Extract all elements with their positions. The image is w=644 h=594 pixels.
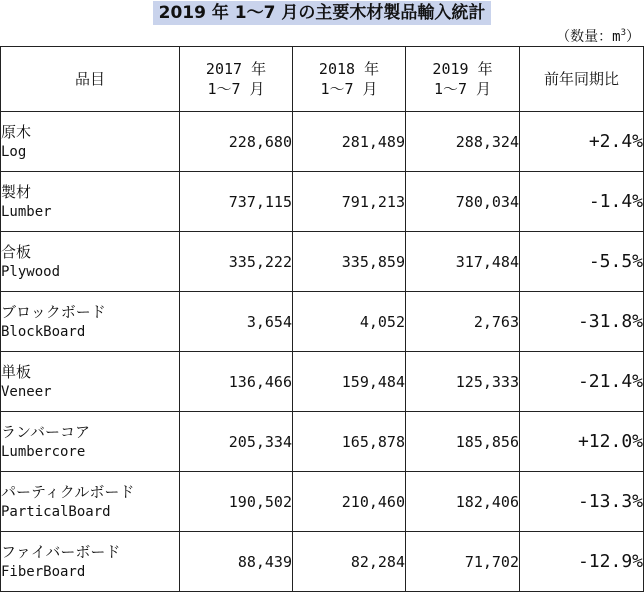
header-2017-year: 2017 年 [205, 60, 267, 78]
yoy-change: -31.8% [520, 292, 644, 352]
header-2018 [293, 47, 406, 112]
product-name-cell [1, 352, 180, 412]
import-statistics-table [0, 46, 644, 592]
product-name-en: FiberBoard [1, 563, 86, 580]
unit-prefix: （数量：m [556, 29, 621, 45]
value-2017: 136,466 [180, 352, 293, 412]
value-2018: 281,489 [293, 112, 406, 172]
value-2019: 71,702 [406, 532, 520, 592]
product-name-cell [1, 172, 180, 232]
product-name-jp: 原木 [1, 122, 32, 141]
value-2017: 205,334 [180, 412, 293, 472]
table-row-plywood [1, 232, 644, 292]
value-2017: 335,222 [180, 232, 293, 292]
header-2018-year: 2018 年 [318, 60, 380, 78]
header-2019-year: 2019 年 [432, 60, 493, 78]
product-name-jp: 単板 [1, 362, 32, 381]
yoy-change: +2.4% [520, 112, 644, 172]
table-row-veneer [1, 352, 644, 412]
product-name-jp: 合板 [1, 242, 32, 261]
unit-superscript: 3 [620, 28, 626, 38]
value-2017: 190,502 [180, 472, 293, 532]
value-2017: 228,680 [180, 112, 293, 172]
header-2017 [180, 47, 293, 112]
header-2017-period: 1～7 月 [207, 80, 265, 98]
product-name-en: Plywood [1, 263, 61, 280]
header-2018-period: 1～7 月 [320, 80, 378, 98]
value-2017: 3,654 [180, 292, 293, 352]
yoy-change: -12.9% [520, 532, 644, 592]
value-2019: 288,324 [406, 112, 520, 172]
product-name-en: Log [1, 143, 27, 160]
product-name-en: Lumbercore [1, 443, 86, 460]
value-2018: 82,284 [293, 532, 406, 592]
header-yoy: 前年同期比 [520, 47, 644, 112]
table-row-particalboard [1, 472, 644, 532]
product-name-cell [1, 232, 180, 292]
value-2018: 210,460 [293, 472, 406, 532]
product-name-cell [1, 472, 180, 532]
product-name-jp: ファイバーボード [1, 542, 121, 561]
value-2019: 317,484 [406, 232, 520, 292]
value-2019: 2,763 [406, 292, 520, 352]
title-area [0, 0, 644, 26]
product-name-en: Veneer [1, 383, 52, 400]
yoy-change: -21.4% [520, 352, 644, 412]
product-name-jp: 製材 [1, 182, 32, 201]
product-name-en: BlockBoard [1, 323, 86, 340]
value-2018: 159,484 [293, 352, 406, 412]
unit-suffix: ） [626, 29, 640, 45]
value-2019: 182,406 [406, 472, 520, 532]
yoy-change: -13.3% [520, 472, 644, 532]
product-name-en: Lumber [1, 203, 52, 220]
table-row-blockboard [1, 292, 644, 352]
value-2017: 737,115 [180, 172, 293, 232]
header-2019-period: 1～7 月 [433, 80, 492, 98]
value-2018: 165,878 [293, 412, 406, 472]
table-row-fiberboard [1, 532, 644, 592]
table-row-lumbercore [1, 412, 644, 472]
header-2019 [406, 47, 520, 112]
value-2018: 791,213 [293, 172, 406, 232]
header-product: 品目 [1, 47, 180, 112]
header-row [1, 47, 644, 112]
yoy-change: +12.0% [520, 412, 644, 472]
product-name-jp: ランバーコア [1, 422, 90, 441]
product-name-en: ParticalBoard [1, 503, 111, 520]
yoy-change: -1.4% [520, 172, 644, 232]
value-2019: 780,034 [406, 172, 520, 232]
unit-label [556, 24, 640, 46]
value-2019: 125,333 [406, 352, 520, 412]
value-2018: 335,859 [293, 232, 406, 292]
table-row-lumber [1, 172, 644, 232]
value-2019: 185,856 [406, 412, 520, 472]
product-name-cell [1, 112, 180, 172]
product-name-cell [1, 532, 180, 592]
product-name-cell [1, 292, 180, 352]
yoy-change: -5.5% [520, 232, 644, 292]
value-2018: 4,052 [293, 292, 406, 352]
product-name-jp: パーティクルボード [1, 482, 135, 501]
page-title: 2019 年 1～7 月の主要木材製品輸入統計 [153, 1, 492, 25]
product-name-jp: ブロックボード [1, 302, 106, 321]
value-2017: 88,439 [180, 532, 293, 592]
table-row-log [1, 112, 644, 172]
product-name-cell [1, 412, 180, 472]
